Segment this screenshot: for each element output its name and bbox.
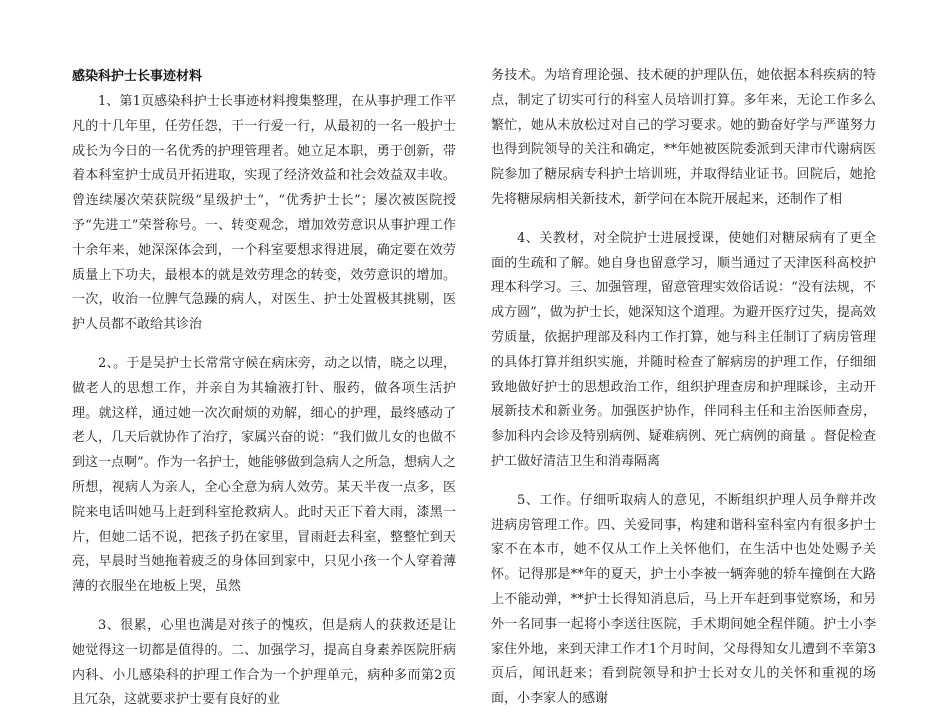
paragraph: 5、工作。仔细听取病人的意见，不断组织护理人员争辩并改进病房管理工作。四、关爱同事，构建和谐科室科室内有很多护士家不在本市，她不仅从工作上关怀他们，在生活中也处处赐予关怀。记得那是**年的夏天，护士小李被一辆奔驰的轿车撞倒在大路上不能动弹，**护士长得知消息后，马上开车赶到事觉察场，和另外一名同事一起将小李送往医院，手术期间她全程伴随。护士小李家住外地，来到天津工作才1个月时间，父母得知女儿遭到不幸第3页后，闻讯赶来；看到院领导和护士长对女儿的关怀和重视的场面，小李家人的感谢 <box>491 492 876 707</box>
left-column <box>72 64 456 713</box>
paragraph-continued: 务技术。为培育理论强、技术硬的护理队伍，她依据本科疾病的特点，制定了切实可行的科室人员培训打算。多年来，无论工作多么繁忙，她从未放松过对自己的学习要求。她的勤奋好学与严谨努力也得到院领导的关注和确定，**年她被医院委派到天津市代谢病医院参加了糖尿病专科护士培训班，并取得结业证书。回院后，她抢先将糖尿病相关新技术，新学问在本院开展起来，还制作了相 <box>491 68 876 207</box>
right-column <box>491 64 876 712</box>
paragraph: 2、。于是吴护士长常常守候在病床旁，动之以情，晓之以理，做老人的思想工作，并亲自为其输液打针、服药，做各项生活护理。就这样，通过她一次次耐烦的劝解，细心的护理，最终感动了老人，几天后就协作了治疗，家属兴奋的说：“我们做儿女的也做不到这一点啊”。作为一名护士，她能够做到急病人之所急，想病人之所想，视病人为亲人，全心全意为病人效劳。某天半夜一点多，医院来电话叫她马上赶到科室抢救病人。此时天正下着大雨，漆黑一片，但她二话不说，把孩子扔在家里，冒雨赶去科室，整整忙到天亮，早晨时当她拖着疲乏的身体回到家中，只见小孩一个人穿着薄薄的衣服坐在地板上哭，虽然 <box>72 355 456 595</box>
paragraph: 1、第1页感染科护士长事迹材料搜集整理，在从事护理工作平凡的十几年里，任劳任怨，干一行爱一行，从最初的一名一般护士成长为今日的一名优秀的护理管理者。她立足本职，勇于创新，带着本科室护士成员开拓进取，实现了经济效益和社会效益双丰收。曾连续屡次荣获院级“星级护士”，“优秀护士长”；屡次被医院授予“先进工”荣誉称号。一、转变观念，增加效劳意识从事护理工作十余年来，她深深体会到，一个科室要想求得进展，确定要在效劳质量上下功夫，最根本的就是效劳理念的转变，效劳意识的增加。一次，收治一位脾气急躁的病人，对医生、护士处置极其挑剔，医护人员都不敢给其诊治 <box>72 94 456 333</box>
document-title: 感染科护士长事迹材料 <box>72 69 203 84</box>
paragraph: 4、关教材，对全院护士进展授课，使她们对糖尿病有了更全面的生疏和了解。她自身也留意学习，顺当通过了天津医科高校护理本科学习。三、加强管理，留意管理实效俗话说：“没有法规，不成方圆”，做为护士长，她深知这个道理。为避开医疗过失，提高效劳质量，依据护理部及科内工作打算，她与科主任制订了病房管理的具体打算并组织实施，并随时检查了解病房的护理工作，仔细细致地做好护士的思想政治工作，组织护理查房和护理睬诊，主动开展新技术和新业务。加强医护协作，伴同科主任和主治医师查房，参加科内会诊及特别病例、疑难病例、死亡病例的商量 。督促检查护工做好清洁卫生和消毒隔离 <box>491 230 876 469</box>
paragraph: 3、很累，心里也满是对孩子的愧疚，但是病人的获救还是让她觉得这一切都是值得的。二、加强学习，提高自身素养医院肝病内科、小儿感染科的护理工作合为一个护理单元，病种多而第2页且冗杂，这就要求护士要有良好的业 <box>72 617 456 708</box>
